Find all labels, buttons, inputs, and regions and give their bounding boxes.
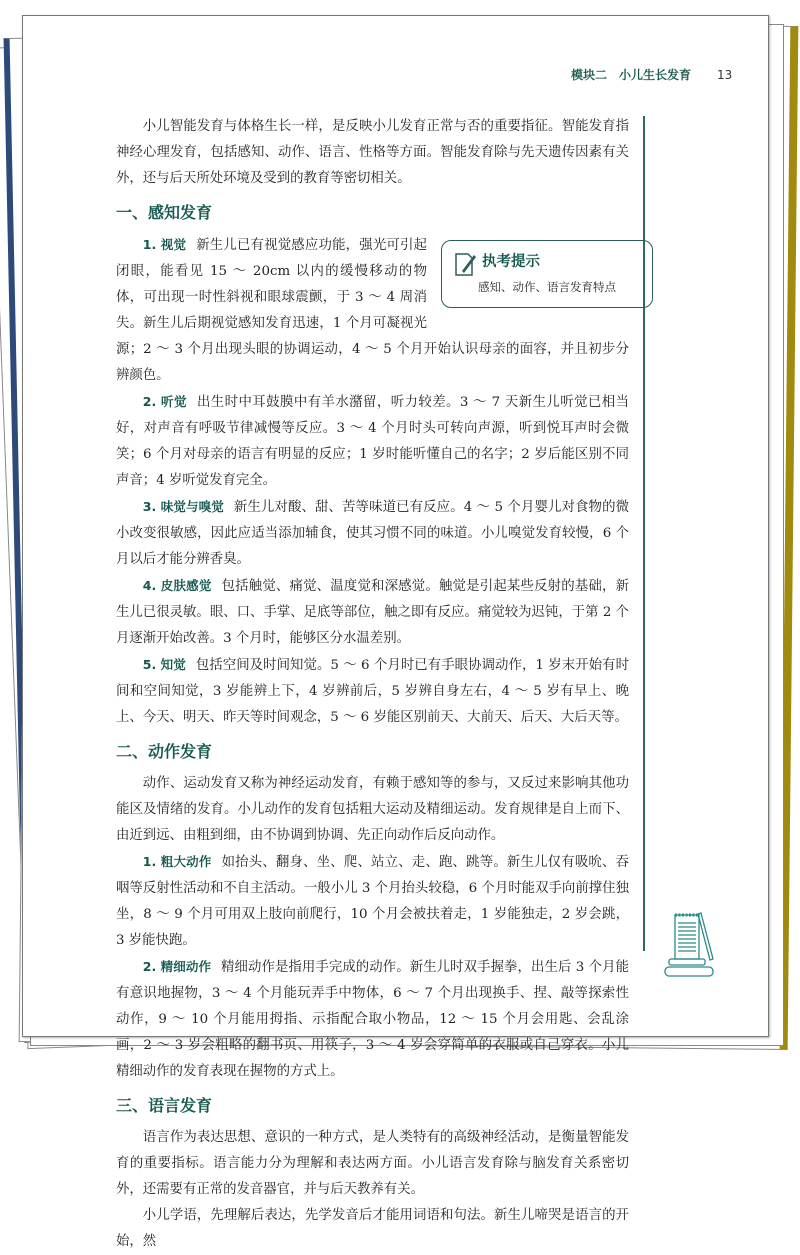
section-heading: 三、语言发育 (116, 1096, 213, 1115)
item-text: 新生儿已有视觉感应功能，强光可引起闭眼，能看见 15 ～ 20cm 以内的缓慢移动的物体，可出现一时性斜视和眼球震颤，于 3 ～ 4 周消失。新生儿后期视觉感知发育迅速，1 个月可凝视光源；2 ～ 3 个月出现头眼的协调运动，4 ～ 5 个月开始认识母亲的面容，并且初步分辨颜色。 (116, 238, 629, 383)
item-text: 如抬头、翻身、坐、爬、站立、走、跑、跳等。新生儿仅有吸吮、吞咽等反射性活动和不自主活动。一般小儿 3 个月抬头较稳，6 个月时能双手向前撑住独坐，8 ～ 9 个月可用双上肢向前爬行，10 个月会被扶着走，1 岁能独走，2 岁会跳，3 岁能快跑。 (116, 855, 629, 948)
item-text: 出生时中耳鼓膜中有羊水潴留，听力较差。3 ～ 7 天新生儿听觉已相当好，对声音有呼吸节律减慢等反应。3 ～ 4 个月时头可转向声源，听到悦耳声时会微笑；6 个月对母亲的语言有明显的反应；1 岁时能听懂自己的名字；2 岁后能区别不同声音；4 岁听觉发育完全。 (116, 395, 629, 488)
item-lead: 2. 听觉 (142, 394, 187, 409)
item-lead: 1. 粗大动作 (142, 854, 212, 869)
item-lead: 2. 精细动作 (142, 959, 212, 974)
item-text: 新生儿对酸、甜、苦等味道已有反应。4 ～ 5 个月婴儿对食物的微小改变很敏感，因此应适当添加辅食，使其习惯不同的味道。小儿嗅觉发育较慢，6 个月以后才能分辨香臭。 (116, 500, 629, 567)
item-lead: 4. 皮肤感觉 (142, 578, 212, 593)
module-title: 模块二 小儿生长发育 (571, 68, 692, 82)
tip-text: 感知、动作、语言发育特点 (478, 280, 616, 294)
item-text: 包括触觉、痛觉、温度觉和深感觉。触觉是引起某些反射的基础，新生儿已很灵敏。眼、口、手掌、足底等部位，触之即有反应。痛觉较为迟钝，于第 2 个月逐渐开始改善。3 个月时，能够区分水温差别。 (116, 579, 629, 646)
page-number: 13 (717, 68, 733, 82)
item-lead: 3. 味觉与嗅觉 (142, 499, 224, 514)
page-body (116, 114, 629, 1255)
item-paragraph (116, 389, 629, 494)
exam-tip-box (441, 240, 653, 308)
section-heading: 一、感知发育 (116, 203, 213, 222)
running-header (571, 66, 732, 83)
tip-title: 执考提示 (482, 254, 540, 270)
item-paragraph (116, 494, 629, 573)
intro-paragraph: 小儿智能发育与体格生长一样，是反映小儿发育正常与否的重要指征。智能发育指神经心理发育，包括感知、动作、语言、性格等方面。智能发育除与先天遗传因素有关外，还与后天所处环境及受到的教育等密切相关。 (116, 119, 629, 186)
section-heading: 二、动作发育 (116, 742, 213, 761)
books-illustration-icon (663, 911, 719, 981)
item-lead: 1. 视觉 (142, 237, 187, 252)
item-paragraph (116, 954, 629, 1085)
item-paragraph (116, 652, 629, 731)
paragraph: 语言作为表达思想、意识的一种方式，是人类特有的高级神经活动，是衡量智能发育的重要指标。语言能力分为理解和表达两方面。小儿语言发育除与脑发育关系密切外，还需要有正常的发音器官，并与后天教养有关。 (116, 1130, 629, 1197)
item-paragraph (116, 849, 629, 954)
item-text: 精细动作是指用手完成的动作。新生儿时双手握拳，出生后 3 个月能有意识地握物，3 ～ 4 个月能玩弄手中物体，6 ～ 7 个月出现换手、捏、敲等探索性动作，9 ～ 10 个月能用拇指、示指配合取小物品，12 ～ 15 个月会用匙、会乱涂画，2 ～ 3 岁会粗略的翻书页、用筷子，3 ～ 4 岁会穿简单的衣服或自己穿衣。小儿精细动作的发育表现在握物的方式上。 (116, 960, 629, 1079)
item-text: 包括空间及时间知觉。5 ～ 6 个月时已有手眼协调动作，1 岁末开始有时间和空间知觉，3 岁能辨上下，4 岁辨前后，5 岁辨自身左右，4 ～ 5 岁有早上、晚上、今天、明天、昨天等时间观念，5 ～ 6 岁能区别前天、大前天、后天、大后天等。 (116, 658, 629, 725)
paragraph: 小儿学语，先理解后表达，先学发音后才能用词语和句法。新生儿啼哭是语言的开始，然 (116, 1208, 629, 1249)
section-intro: 动作、运动发育又称为神经运动发育，有赖于感知等的参与，又反过来影响其他功能区及情绪的发育。小儿动作的发育包括粗大运动及精细运动。发育规律是自上而下、由近到远、由粗到细，由不协调到协调、先正向动作后反向动作。 (116, 776, 629, 843)
note-pencil-icon (454, 251, 478, 277)
book-page (22, 15, 769, 1249)
item-lead: 5. 知觉 (142, 657, 186, 672)
item-paragraph (116, 573, 629, 652)
